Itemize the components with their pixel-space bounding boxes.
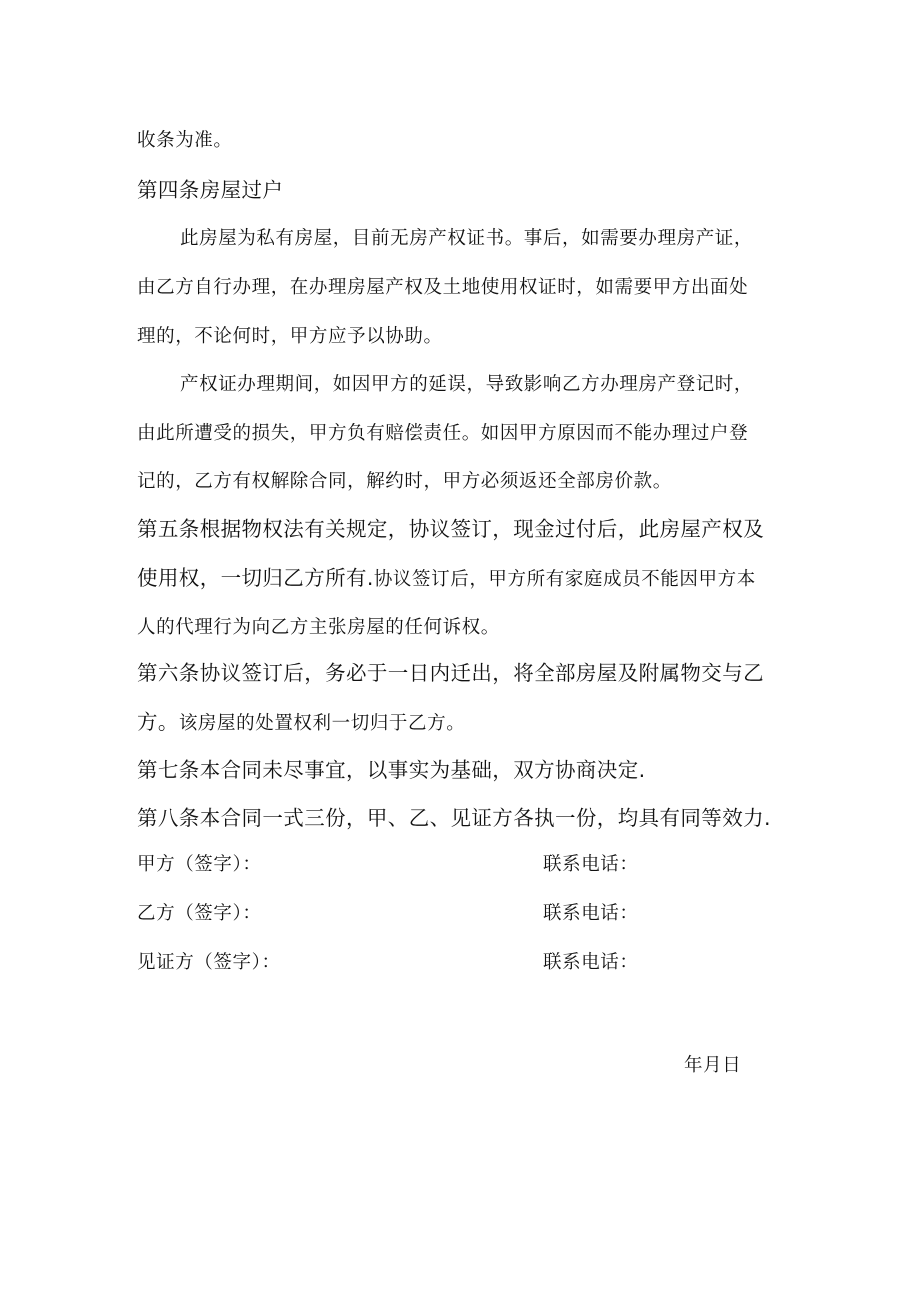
article4-para1-line1: 此房屋为私有房屋，目前无房产权证书。事后，如需要办理房产证， [180,228,754,249]
article4-para2-line1: 产权证办理期间，如因甲方的延误，导致影响乙方办理房产登记时， [180,374,754,395]
signature-phone-a: 联系电话： [543,854,639,875]
signature-phone-witness: 联系电话： [543,952,639,973]
article6-line2 [137,712,465,734]
article7: 第七条本合同未尽事宜，以事实为基础，双方协商决定. [137,758,646,782]
article8: 第八条本合同一式三份，甲、乙、见证方各执一份，均具有同等效力. [137,806,771,830]
signing-date: 年月日 [684,1055,742,1076]
article5-line2-bold: 使用权，一切归乙方所有. [137,566,374,590]
top-fragment: 收条为准。 [137,130,233,151]
article6-line1: 第六条协议签订后，务必于一日内迁出，将全部房屋及附属物交与乙 [137,661,764,685]
article6-line2-tail: 该房屋的处置权利一切归于乙方。 [178,713,466,734]
article4-para2-line2: 由此所遭受的损失，甲方负有赔偿责任。如因甲方原因而不能办理过户登 [137,423,749,444]
article4-para2-line3: 记的，乙方有权解除合同，解约时，甲方必须返还全部房价款。 [137,471,672,492]
signature-witness: 见证方（签字）： [137,952,281,973]
article4-para1-line2: 由乙方自行办理，在办理房屋产权及土地使用权证时，如需要甲方出面处 [137,277,749,298]
signature-party-a: 甲方（签字）： [137,854,262,875]
article6-line2-bold: 方。 [137,710,179,734]
article5-line2-tail: 协议签订后，甲方所有家庭成员不能因甲方本 [373,569,756,590]
signature-party-b: 乙方（签字）： [137,903,262,924]
article4-heading: 第四条房屋过户 [137,178,284,202]
article4-para1-line3: 理的，不论何时，甲方应予以协助。 [137,326,443,347]
signature-phone-b: 联系电话： [543,903,639,924]
article5-line2 [137,568,756,590]
article5-line3: 人的代理行为向乙方主张房屋的任何诉权。 [137,617,500,638]
article5-line1: 第五条根据物权法有关规定，协议签订，现金过付后，此房屋产权及 [137,517,764,541]
